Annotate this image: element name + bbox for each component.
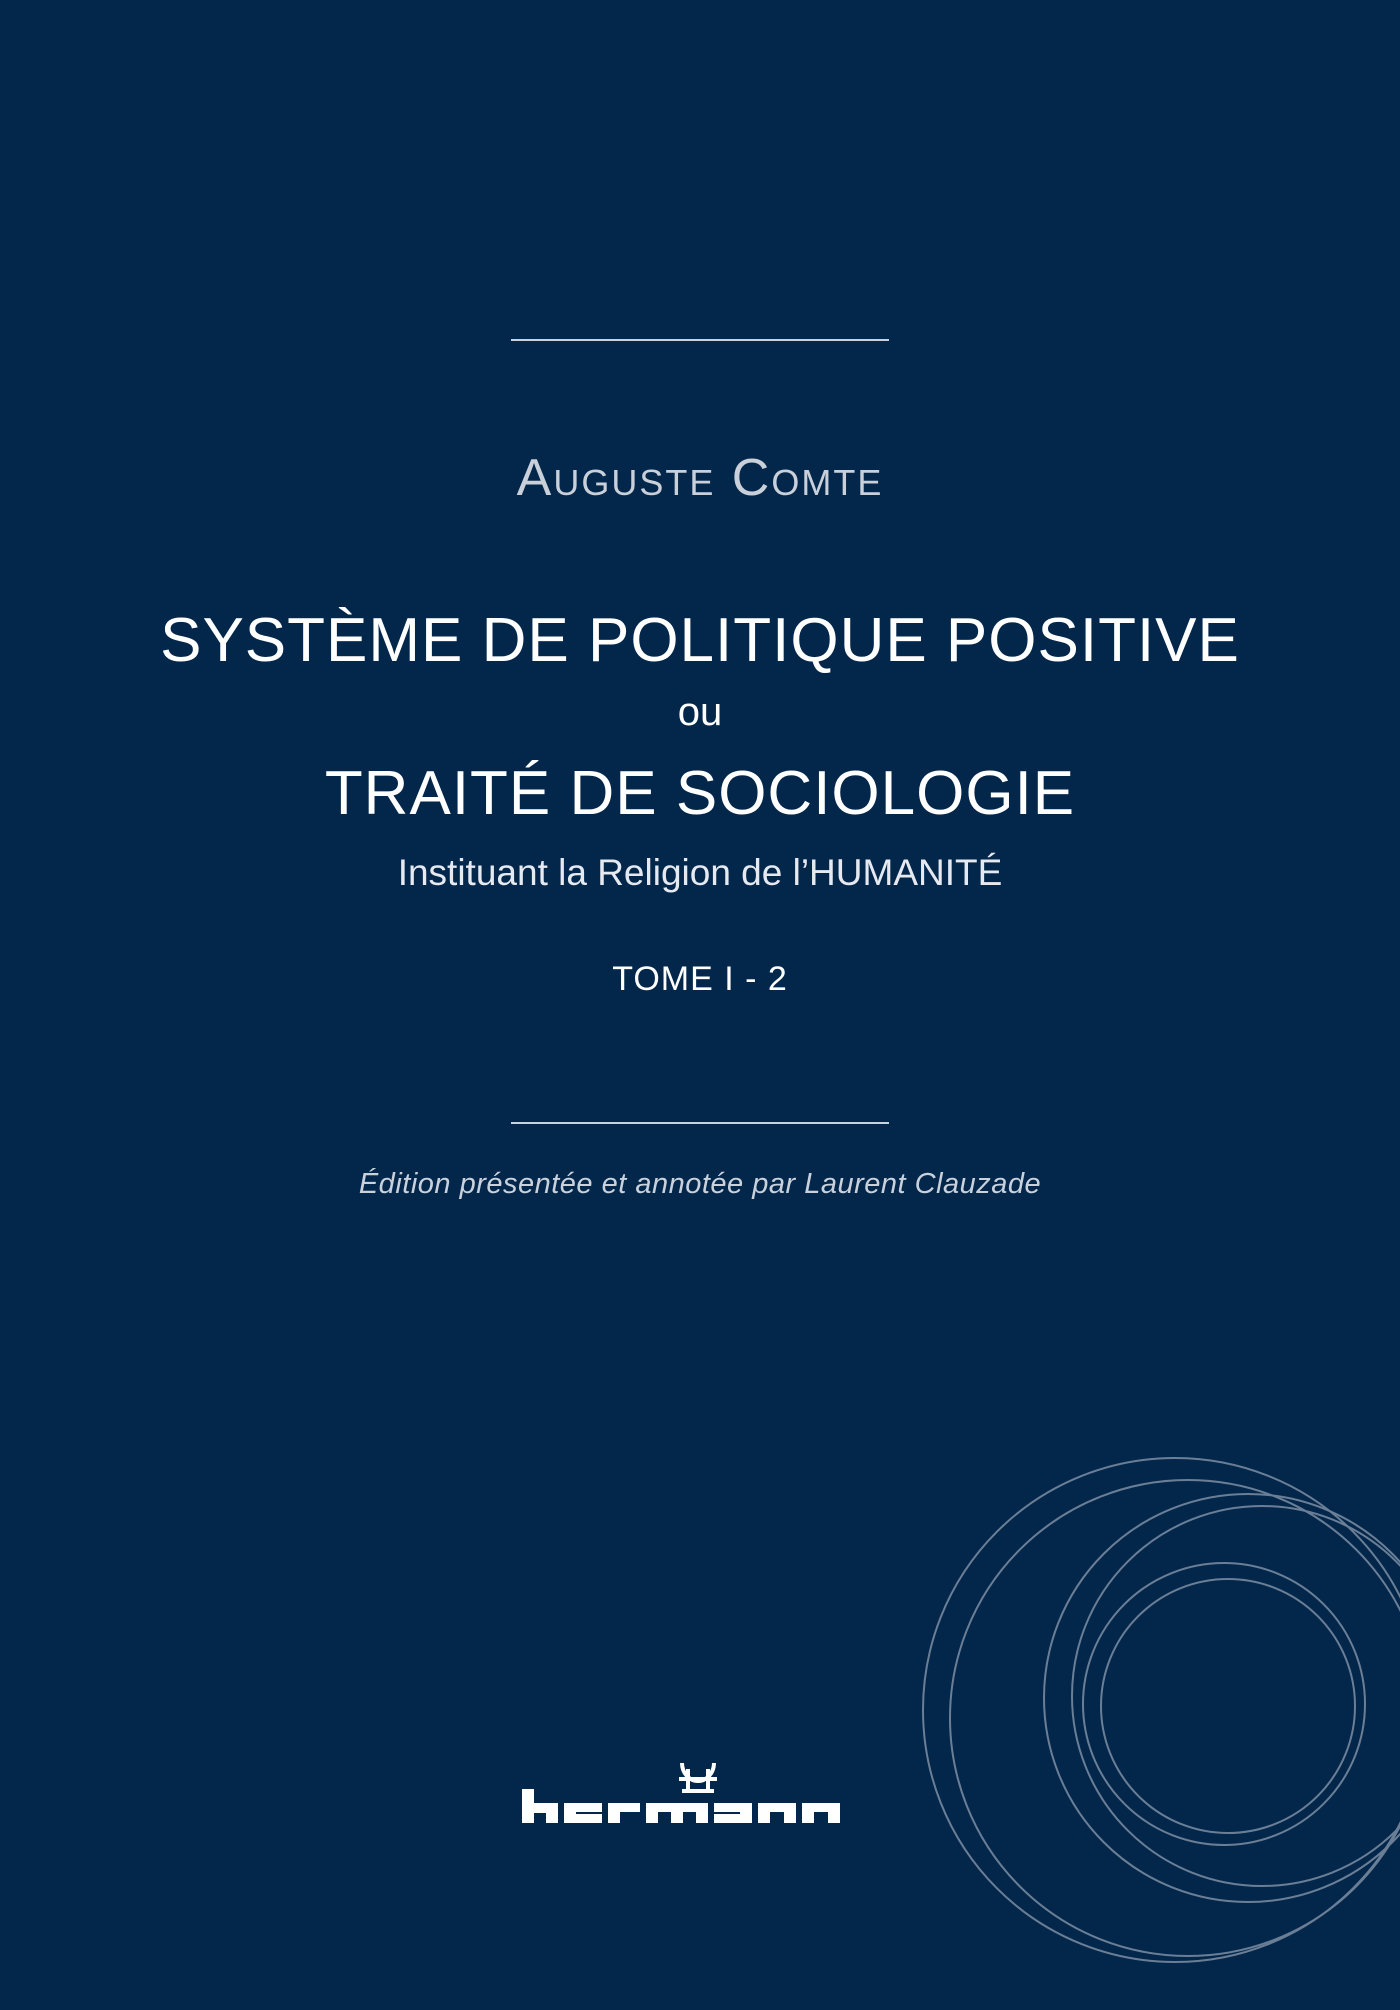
title-connector: ou [677, 690, 723, 734]
decorative-circle [1083, 1563, 1365, 1845]
decorative-circle [1101, 1579, 1355, 1833]
title-line-2: TRAITÉ DE SOCIOLOGIE [324, 759, 1076, 828]
subtitle: Instituant la Religion de l’HUMANITÉ [397, 852, 1003, 893]
volume-label: TOME I - 2 [612, 960, 788, 998]
title-line-1: SYSTÈME DE POLITIQUE POSITIVE [160, 606, 1240, 675]
author-name: Auguste Comte [516, 449, 884, 507]
hermann-logo [520, 1755, 876, 1845]
decorative-circle [1044, 1494, 1400, 1902]
edition-note: Édition présentée et annotée par Laurent Clauzade [358, 1168, 1042, 1200]
